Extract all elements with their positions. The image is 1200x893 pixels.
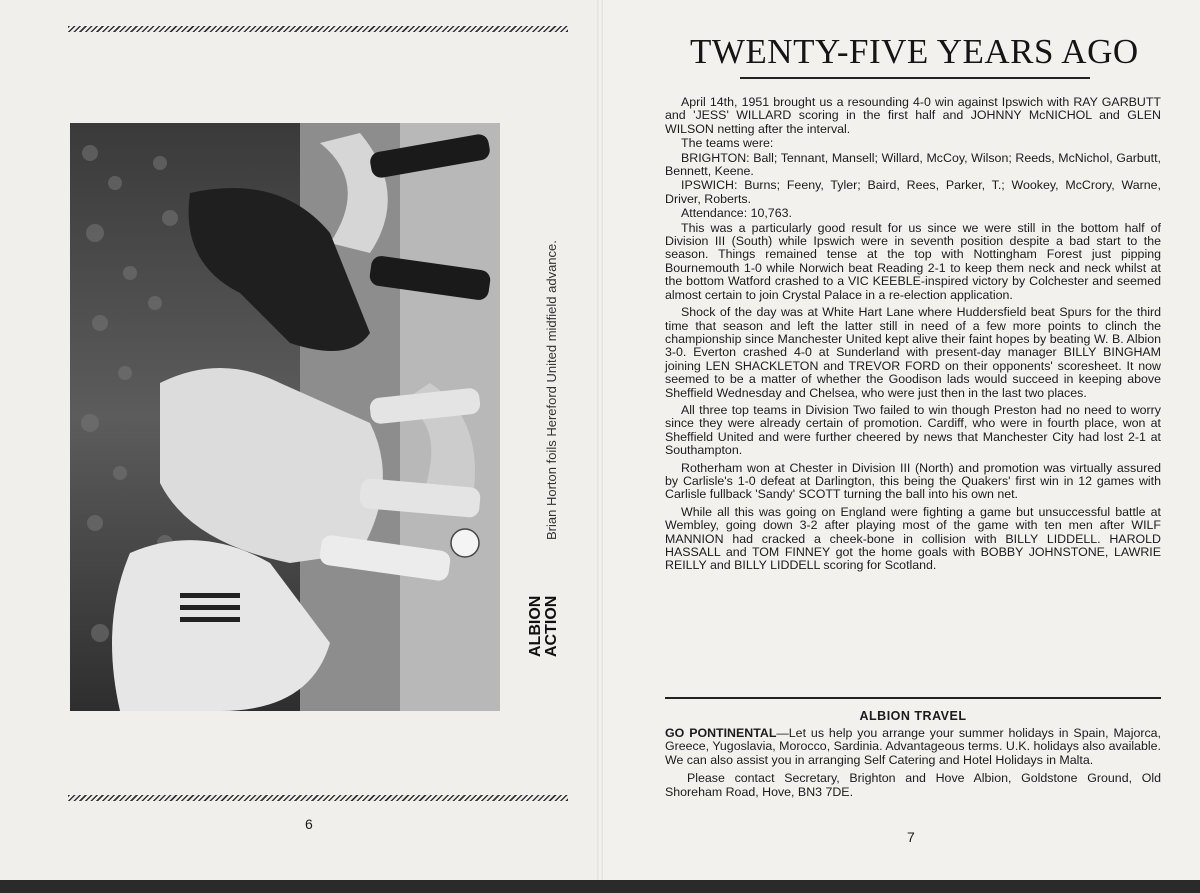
travel-paragraph [665,727,1161,767]
travel-body: —Let us help you arrange your summer holidays in Spain, Majorca, Greece, Yugoslavia, Morocco, Sardinia. Advantageous terms. U.K. holidays also available. We can also assist you in arranging Self Catering and Hotel Holidays in Malta. [665,726,1162,767]
paragraph: While all this was going on England were fighting a game but unsuccessful battle at Wembley, going down 3-2 after playing most of the game with ten men after WILF MANNION had cracked a cheek-bone in collision with BILLY LIDDELL. HAROLD HASSALL and TOM FINNEY got the home goals with BOBBY JOHNSTONE, LAWRIE REILLY and BILLY LIDDELL scoring for Scotland. [665,504,1161,573]
photo-label [528,596,560,657]
travel-heading: ALBION TRAVEL [859,709,967,723]
title-underline [740,77,1090,79]
section-divider [665,697,1161,699]
photo-label-line-2: ACTION [543,595,560,657]
scan-edge [0,880,1200,893]
paragraph: IPSWICH: Burns; Feeny, Tyler; Baird, Rees, Parker, T.; Wookey, McCrory, Warne, Driver, Roberts. [665,178,1161,206]
match-photo [70,123,500,711]
photo-illustration [70,123,500,711]
travel-section [665,727,1161,804]
paragraph: Shock of the day was at White Hart Lane where Huddersfield beat Spurs for the third time that season and left the latter still in need of a few more points to clinch the championship since Manchester United kept alive their faint hopes by beating W. B. Albion 3-0. Everton crashed 4-0 at Sunderland with present-day manager BILLY BINGHAM joining LEN SHACKLETON and TREVOR FORD on their opponents' scoresheet. It now seemed to be a matter of whether the Goodison lads would succeed in keeping above Sheffield Wednesday and Chelsea, who were just then in the last two places. [665,305,1161,400]
book-gutter [597,0,603,880]
decorative-border-bottom [68,795,568,801]
page-number-right: 7 [907,829,915,845]
paragraph: April 14th, 1951 brought us a resounding 4-0 win against Ipswich with RAY GARBUTT and 'JESS' WILLARD scoring in the first half and JOHNNY McNICHOL and GLEN WILSON netting after the interval. [665,95,1161,136]
paragraph: Attendance: 10,763. [681,206,792,221]
page-number-left: 6 [305,816,313,832]
travel-lead: GO PONTINENTAL [665,726,777,740]
article-body [665,96,1161,577]
paragraph: BRIGHTON: Ball; Tennant, Mansell; Willard, McCoy, Wilson; Reeds, McNichol, Garbutt, Bennett, Keene. [665,150,1161,179]
photo-caption: Brian Horton foils Hereford United midfield advance. [544,240,559,540]
paragraph: Rotherham won at Chester in Division III (North) and promotion was virtually assured by Carlisle's 1-0 defeat at Darlington, this being the Quakers' first win in 12 games with Carlisle fullback 'Sandy' SCOTT turning the ball into his own net. [665,460,1161,502]
paragraph: All three top teams in Division Two failed to win though Preston had no need to worry since they were already certain of promotion. Cardiff, who were in fourth place, won at Sheffield United and were further cheered by news that Manchester City had lost 2-1 at Southampton. [665,402,1161,458]
photo-label-line-1: ALBION [527,595,544,657]
paragraph: This was a particularly good result for us since we were still in the bottom half of Division III (South) while Ipswich were in seventh position despite a bad start to the season. Things remained tense at the top with Nottingham Forest just pipping Bournemouth 1-0 while Norwich beat Reading 2-1 to keep them neck and neck whilst at the bottom Watford crashed to a VIC KEEBLE-inspired victory by Colchester and seemed almost certain to join Crystal Palace in a re-election application. [665,220,1161,302]
paragraph: The teams were: [681,136,774,151]
travel-contact: Please contact Secretary, Brighton and Hove Albion, Goldstone Ground, Old Shoreham Road, Hove, BN3 7DE. [665,771,1161,799]
decorative-border-top [68,26,568,32]
article-title: TWENTY-FIVE YEARS AGO [690,32,1139,71]
